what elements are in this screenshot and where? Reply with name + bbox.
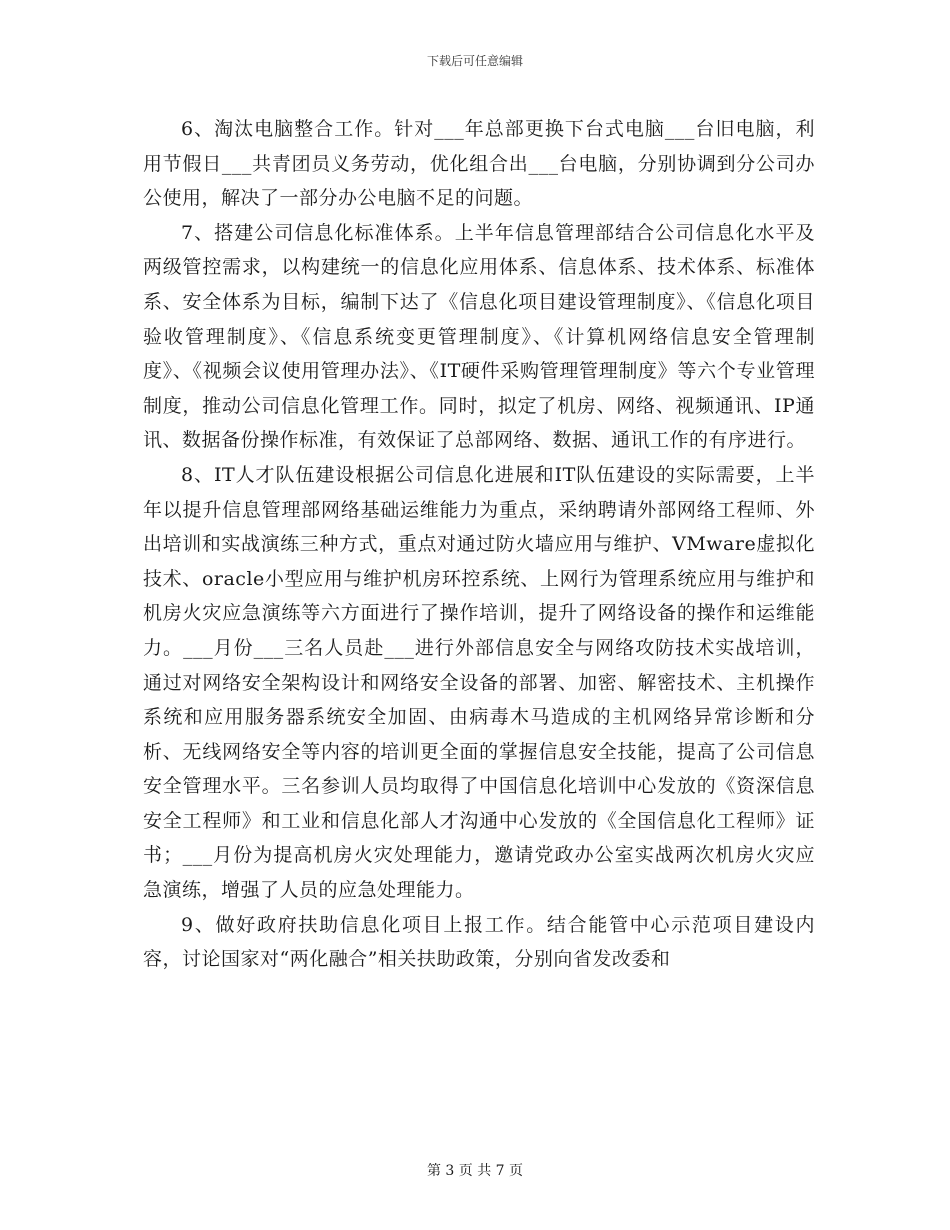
paragraph-item-7: 7、搭建公司信息化标准体系。上半年信息管理部结合公司信息化水平及两级管控需求，以构建统一的信息化应用体系、信息体系、技术体系、标准体系、安全体系为目标，编制下达了《信息化项目建设管理制度》、《信息化项目验收管理制度》、《信息系统变更管理制度》、《计算机网络信息安全管理制度》、《视频会议使用管理办法》、《IT硬件采购管理管理制度》等六个专业管理制度，推动公司信息化管理工作。同时，拟定了机房、网络、视频通讯、IP通讯、数据备份操作标准，有效保证了总部网络、数据、通讯工作的有序进行。 [143, 221, 815, 452]
page-number: 第 3 页 共 7 页 [426, 1163, 524, 1179]
paragraph-item-6: 6、淘汰电脑整合工作。针对___年总部更换下台式电脑___台旧电脑，利用节假日___共青团员义务劳动，优化组合出___台电脑，分别协调到分公司办公使用，解决了一部分办公电脑不足的问题。 [143, 118, 815, 210]
paragraph-item-9: 9、做好政府扶助信息化项目上报工作。结合能管中心示范项目建设内容，讨论国家对“两化融合”相关扶助政策，分别向省发改委和 [143, 913, 815, 971]
paragraph-item-8: 8、IT人才队伍建设根据公司信息化进展和IT队伍建设的实际需要，上半年以提升信息管理部网络基础运维能力为重点，采纳聘请外部网络工程师、外出培训和实战演练三种方式，重点对通过防火墙应用与维护、VMware虚拟化技术、oracle小型应用与维护机房环控系统、上网行为管理系统应用与维护和机房火灾应急演练等六方面进行了操作培训，提升了网络设备的操作和运维能力。___月份___三名人员赴___进行外部信息安全与网络攻防技术实战培训，通过对网络安全架构设计和网络安全设备的部署、加密、解密技术、主机操作系统和应用服务器系统安全加固、由病毒木马造成的主机网络异常诊断和分析、无线网络安全等内容的培训更全面的掌握信息安全技能，提高了公司信息安全管理水平。三名参训人员均取得了中国信息化培训中心发放的《资深信息安全工程师》和工业和信息化部人才沟通中心发放的《全国信息化工程师》证书；___月份为提高机房火灾处理能力，邀请党政办公室实战两次机房火灾应急演练，增强了人员的应急处理能力。 [143, 463, 815, 902]
page-header-note: 下载后可任意编辑 [426, 54, 523, 68]
document-body [143, 112, 815, 977]
